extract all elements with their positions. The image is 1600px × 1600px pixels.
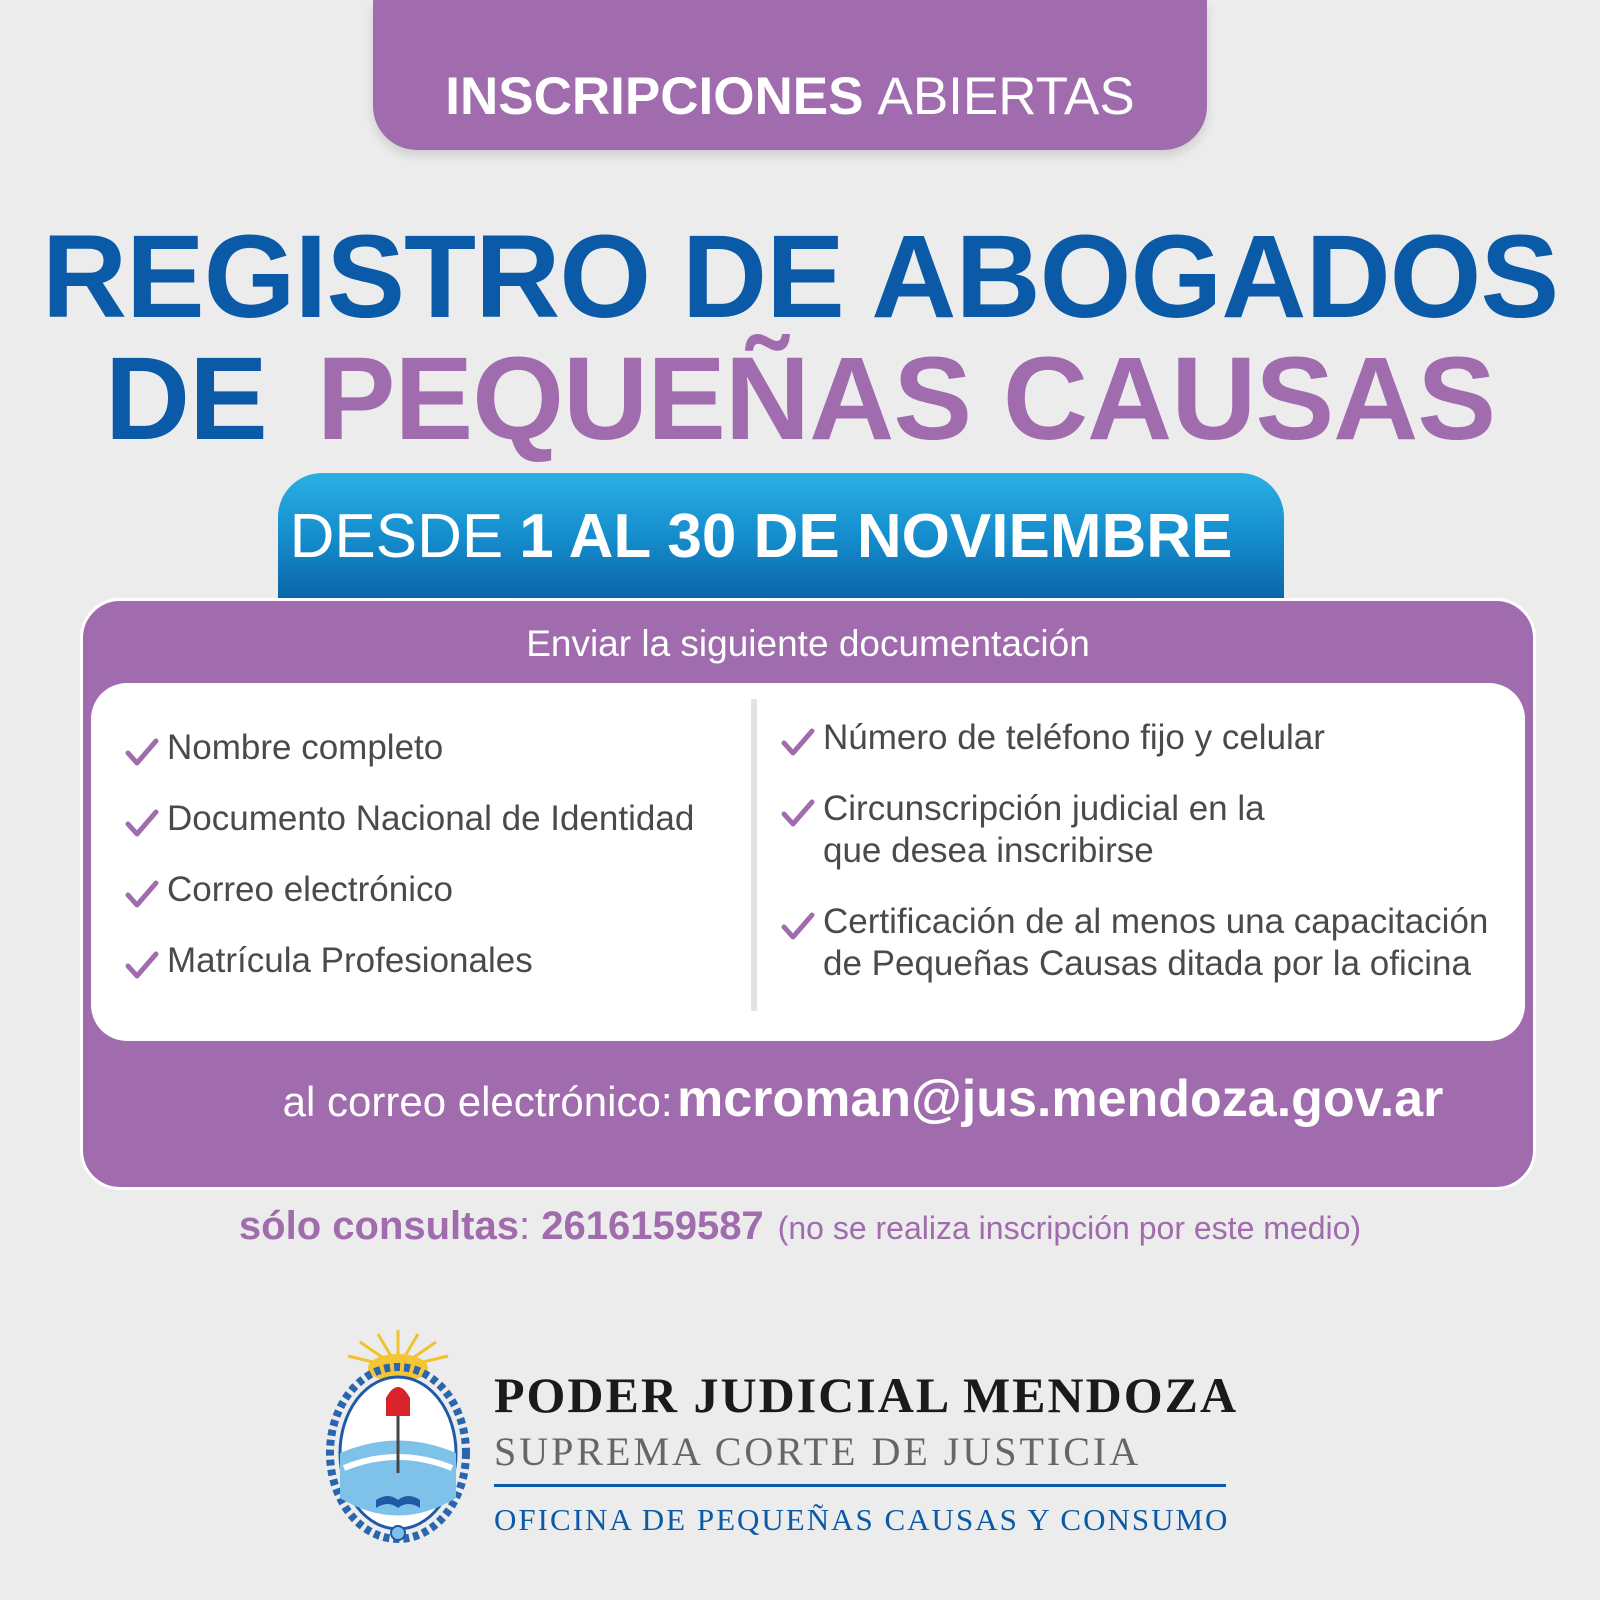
org-subtitle: SUPREMA CORTE DE JUSTICIA — [494, 1429, 1142, 1474]
list-item-label: Documento Nacional de Identidad — [167, 799, 695, 838]
check-icon — [781, 911, 815, 941]
documentation-list-card — [91, 683, 1525, 1041]
check-icon — [781, 727, 815, 757]
list-item — [125, 869, 735, 911]
email-address[interactable]: mcroman@jus.mendoza.gov.ar — [676, 1070, 1444, 1128]
email-line — [83, 1069, 1533, 1129]
list-item — [125, 940, 735, 982]
org-name: PODER JUDICIAL MENDOZA — [494, 1367, 1239, 1423]
list-item-label: Certificación de al menos una capacitación de Pequeñas Causas ditada por la oficina — [823, 902, 1489, 983]
date-banner — [278, 473, 1284, 603]
list-item-label: Nombre completo — [167, 728, 444, 767]
page-title-line2-purple: PEQUEÑAS CAUSAS — [316, 333, 1496, 465]
column-divider — [751, 699, 757, 1011]
list-item — [125, 727, 735, 769]
coat-of-arms-icon — [318, 1328, 478, 1558]
check-icon — [781, 798, 815, 828]
page-title-line2 — [0, 333, 1600, 465]
documentation-heading: Enviar la siguiente documentación — [526, 623, 1090, 664]
check-icon — [125, 808, 159, 838]
org-divider — [494, 1484, 1226, 1487]
check-icon — [125, 879, 159, 909]
email-label: al correo electrónico: — [282, 1078, 673, 1125]
documentation-list-right — [781, 717, 1501, 1014]
header-tab — [373, 0, 1207, 150]
header-tab-light: ABIERTAS — [877, 66, 1135, 126]
page-title-line1: REGISTRO DE ABOGADOS — [41, 211, 1559, 343]
date-banner-light: DESDE — [289, 502, 504, 571]
consult-note: (no se realiza inscripción por este medio) — [777, 1210, 1362, 1246]
list-item — [781, 901, 1501, 985]
list-item-label: Número de teléfono fijo y celular — [823, 718, 1325, 757]
list-item-label: Matrícula Profesionales — [167, 941, 533, 980]
documentation-list-left — [125, 727, 735, 1011]
list-item-label: Circunscripción judicial en la que desea inscribirse — [823, 789, 1265, 870]
date-banner-bold: 1 AL 30 DE NOVIEMBRE — [519, 502, 1233, 571]
consult-colon: : — [518, 1204, 542, 1248]
header-tab-bold: INSCRIPCIONES — [445, 66, 864, 126]
list-item — [781, 717, 1501, 759]
list-item — [781, 788, 1311, 872]
list-item — [125, 798, 735, 840]
page-title-line2-blue: DE — [104, 333, 267, 465]
consult-line — [0, 1204, 1600, 1249]
documentation-panel — [80, 598, 1536, 1190]
list-item-label: Correo electrónico — [167, 870, 453, 909]
org-office: OFICINA DE PEQUEÑAS CAUSAS Y CONSUMO — [494, 1502, 1230, 1537]
consult-phone[interactable]: 2616159587 — [541, 1204, 764, 1248]
check-icon — [125, 737, 159, 767]
consult-label: sólo consultas — [238, 1204, 519, 1248]
check-icon — [125, 950, 159, 980]
